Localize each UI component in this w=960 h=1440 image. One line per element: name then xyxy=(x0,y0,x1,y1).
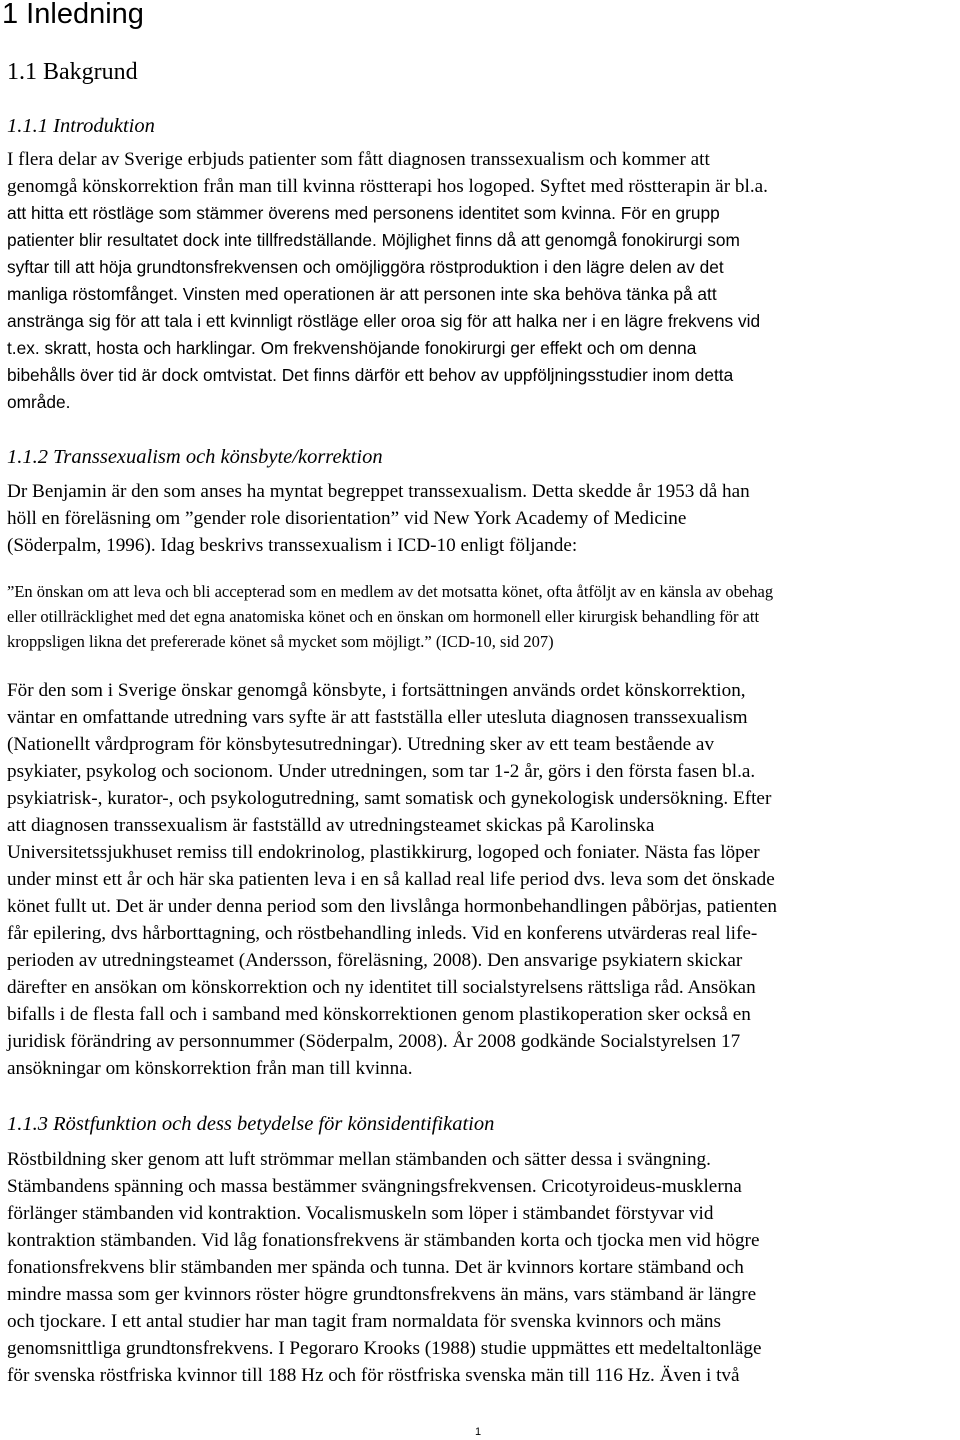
text-line: anstränga sig för att tala i ett kvinnligt röstläge eller oroa sig för att halka ner i en lägre frekvens vid xyxy=(7,311,761,331)
subsection-heading-rostfunktion: 1.1.3 Röstfunktion och dess betydelse för könsidentifikation xyxy=(7,1113,495,1135)
text-line: genomsnittliga grundtonsfrekvens. I Pegoraro Krooks (1988) studie uppmättes ett medeltaltonläge xyxy=(7,1338,762,1359)
text-line: därefter en ansökan om könskorrektion och ny identitet till socialstyrelsens rättsliga råd. Ansökan xyxy=(7,977,756,998)
text-line: förlänger stämbanden vid kontraktion. Vocalismuskeln som löper i stämbandet förstyvar vid xyxy=(7,1203,714,1224)
text-line: område. xyxy=(7,392,71,412)
text-line: genomgå könskorrektion från man till kvinna röstterapi hos logoped. Syftet med röstterapin är bl.a. xyxy=(7,176,768,197)
text-line: höll en föreläsning om ”gender role disorientation” vid New York Academy of Medicine xyxy=(7,508,687,529)
text-line: psykiater, psykolog och socionom. Under utredningen, som tar 1-2 år, görs i den första fasen bl.a. xyxy=(7,761,756,782)
text-line: mindre massa som ger kvinnors röster högre grundtonsfrekvens än mäns, vars stämband är längre xyxy=(7,1284,757,1305)
text-line: för svenska röstfriska kvinnor till 188 Hz och för röstfriska svenska män till 116 Hz. Även i två xyxy=(7,1365,740,1386)
text-line: (Nationellt vårdprogram för könsbytesutredningar). Utredning sker av ett team bestående av xyxy=(7,734,715,755)
subsection-heading-intro: 1.1.1 Introduktion xyxy=(7,115,155,137)
icd10-quote xyxy=(7,579,953,654)
text-line: får epilering, dvs hårborttagning, och röstbehandling inleds. Vid en konferens utvärderas real life- xyxy=(7,923,758,944)
text-line: väntar en omfattande utredning vars syfte är att fastställa eller utesluta diagnosen transsexualism xyxy=(7,707,748,728)
intro-paragraph xyxy=(7,146,953,416)
quote-line: kroppsligen likna det prefererade könet så mycket som möjligt.” (ICD-10, sid 207) xyxy=(7,632,554,651)
subsection-heading-transsexualism: 1.1.2 Transsexualism och könsbyte/korrektion xyxy=(7,446,383,468)
quote-line: eller otillräcklighet med det egna anatomiska könet och en önskan om hormonell eller kirurgisk behandling för att xyxy=(7,607,760,626)
text-line: bifalls i de flesta fall och i samband med könskorrektionen genom plastikoperation sker också en xyxy=(7,1004,751,1025)
process-paragraph xyxy=(7,677,953,1082)
text-line: juridisk förändring av personnummer (Söderpalm, 2008). År 2008 godkände Socialstyrelsen 17 xyxy=(7,1031,741,1052)
transsexualism-paragraph xyxy=(7,478,953,559)
text-line: och tjockare. I ett antal studier har man tagit fram normaldata för svenska kvinnors och mäns xyxy=(7,1311,721,1332)
page-number: 1 xyxy=(475,1426,482,1438)
text-line: ansökningar om könskorrektion från man till kvinna. xyxy=(7,1058,413,1079)
text-line: I flera delar av Sverige erbjuds patienter som fått diagnosen transsexualism och kommer att xyxy=(7,149,710,170)
section-heading: 1.1 Bakgrund xyxy=(7,59,138,85)
rostfunktion-paragraph xyxy=(7,1146,953,1389)
text-line: Dr Benjamin är den som anses ha myntat begreppet transsexualism. Detta skedde år 1953 då han xyxy=(7,481,750,502)
text-line: könet fullt ut. Det är under denna period som den livslånga hormonbehandlingen påbörjas, patienten xyxy=(7,896,777,917)
text-line: manliga röstomfånget. Vinsten med operationen är att personen inte ska behöva tänka på att xyxy=(7,284,717,304)
text-line: syftar till att höja grundtonsfrekvensen och omöjliggöra röstproduktion i den lägre delen av det xyxy=(7,257,724,277)
text-line: under minst ett år och här ska patienten leva i en så kallad real life period dvs. leva som det önskade xyxy=(7,869,775,890)
text-line: Universitetssjukhuset remiss till endokrinolog, plastikkirurg, logoped och foniater. Nästa fas löper xyxy=(7,842,760,863)
text-line: Röstbildning sker genom att luft strömmar mellan stämbanden och sätter dessa i svängning. xyxy=(7,1149,711,1170)
text-line: att hitta ett röstläge som stämmer överens med personens identitet som kvinna. För en grupp xyxy=(7,203,720,223)
text-line: (Söderpalm, 1996). Idag beskrivs transsexualism i ICD-10 enligt följande: xyxy=(7,535,578,556)
quote-line: ”En önskan om att leva och bli accepterad som en medlem av det motsatta könet, ofta åtföljt av en känsla av obehag xyxy=(7,582,774,601)
text-line: t.ex. skratt, hosta och harklingar. Om frekvenshöjande fonokirurgi ger effekt och om denna xyxy=(7,338,697,358)
text-line: psykiatrisk-, kurator-, och psykologutredning, samt somatisk och gynekologisk undersökning. Efter xyxy=(7,788,772,809)
text-line: För den som i Sverige önskar genomgå könsbyte, i fortsättningen används ordet könskorrektion, xyxy=(7,680,746,701)
text-line: patienter blir resultatet dock inte tillfredställande. Möjlighet finns då att genomgå fonokirurgi som xyxy=(7,230,740,250)
text-line: att diagnosen transsexualism är fastställd av utredningsteamet skickas på Karolinska xyxy=(7,815,655,836)
text-line: perioden av utredningsteamet (Andersson, föreläsning, 2008). Den ansvarige psykiatern skickar xyxy=(7,950,743,971)
text-line: bibehålls över tid är dock omtvistat. Det finns därför ett behov av uppföljningsstudier inom detta xyxy=(7,365,734,385)
text-line: fonationsfrekvens blir stämbanden mer spända och tunna. Det är kvinnors kortare stämband och xyxy=(7,1257,744,1278)
text-line: Stämbandens spänning och massa bestämmer svängningsfrekvensen. Cricotyroideus-musklerna xyxy=(7,1176,742,1197)
text-line: kontraktion stämbanden. Vid låg fonationsfrekvens är stämbanden korta och tjocka men vid högre xyxy=(7,1230,760,1251)
chapter-heading: 1 Inledning xyxy=(2,0,144,30)
